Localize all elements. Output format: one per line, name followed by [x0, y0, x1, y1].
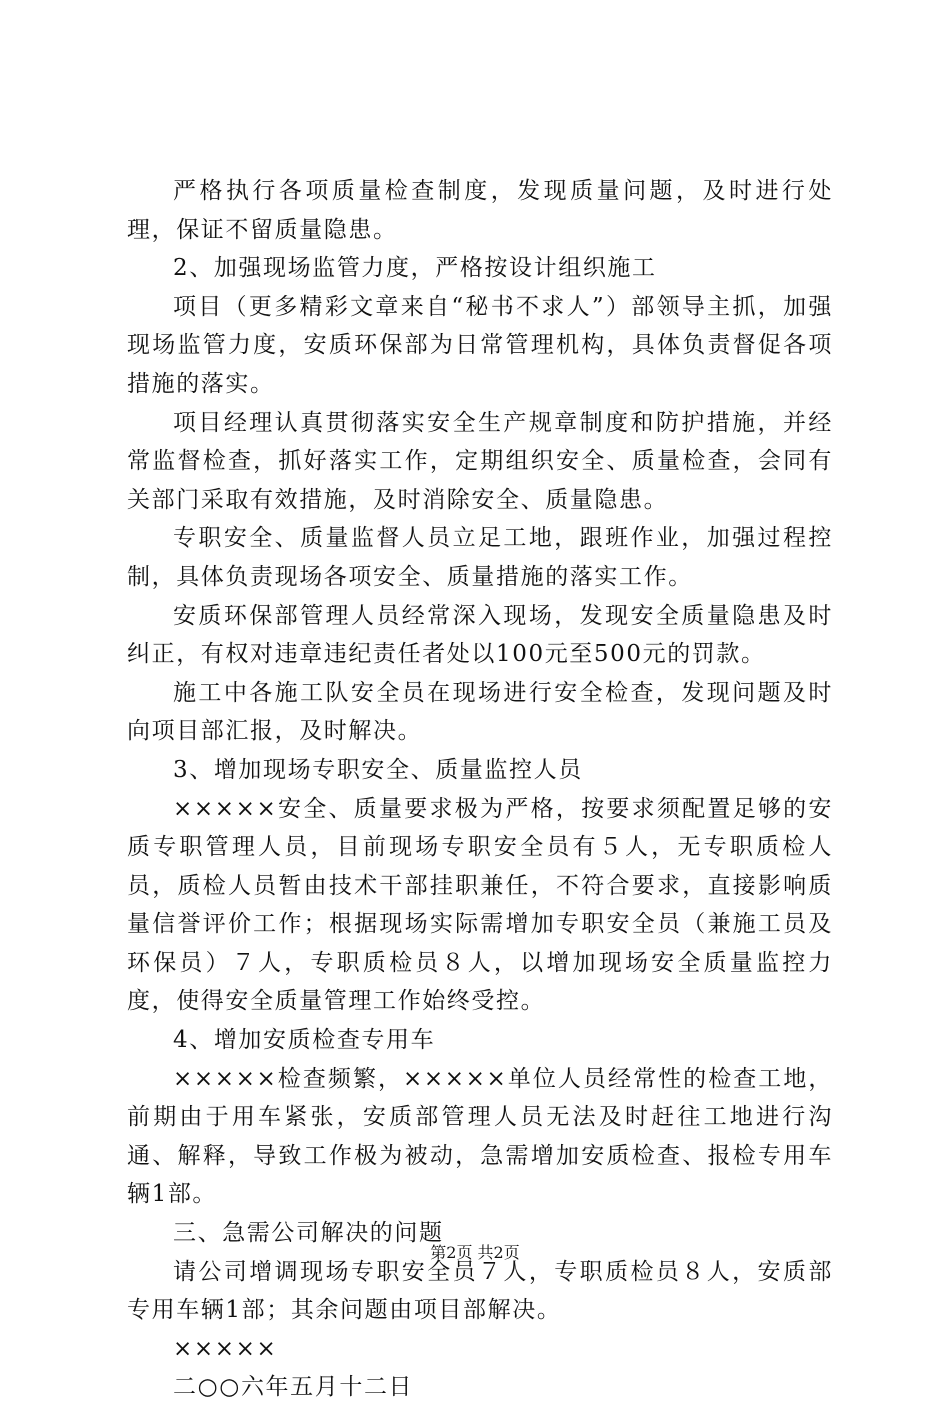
section-heading: 3、增加现场专职安全、质量监控人员: [173, 756, 583, 783]
section-heading: 2、加强现场监管力度，严格按设计组织施工: [173, 255, 657, 282]
paragraph: 安质环保部管理人员经常深入现场，发现安全质量隐患及时纠正，有权对违章违纪责任者处以100元至500元的罚款。: [127, 602, 833, 668]
page-footer: 第2页 共2页: [430, 1243, 520, 1262]
paragraph: 严格执行各项质量检查制度，发现质量问题，及时进行处理，保证不留质量隐患。: [127, 178, 833, 243]
date-line: 二○○六年五月十二日: [173, 1374, 414, 1401]
paragraph: ×××××安全、质量要求极为严格，按要求须配置足够的安质专职管理人员，目前现场专职安全员有５人，无专职质检人员，质检人员暂由技术干部挂职兼任，不符合要求，直接影响质量信誉评价工作；根据现场实际需增加专职安全员（兼施工员及环保员）７人，专职质检员８人，以增加现场安全质量监控力度，使得安全质量管理工作始终受控。: [127, 795, 833, 1015]
paragraph: 项目（更多精彩文章来自“秘书不求人”）部领导主抓，加强现场监管力度，安质环保部为日常管理机构，具体负责督促各项措施的落实。: [127, 293, 833, 397]
paragraph: 请公司增调现场专职安全员７人，专职质检员８人，安质部专用车辆1部；其余问题由项目部解决。: [127, 1258, 833, 1324]
paragraph: 项目经理认真贯彻落实安全生产规章制度和防护措施，并经常监督检查，抓好落实工作，定期组织安全、质量检查，会同有关部门采取有效措施，及时消除安全、质量隐患。: [127, 409, 833, 513]
paragraph: ×××××检查频繁，×××××单位人员经常性的检查工地，前期由于用车紧张，安质部管理人员无法及时赶往工地进行沟通、解释，导致工作极为被动，急需增加安质检查、报检专用车辆1部。: [127, 1065, 833, 1208]
paragraph: 专职安全、质量监督人员立足工地，跟班作业，加强过程控制，具体负责现场各项安全、质量措施的落实工作。: [127, 525, 833, 590]
document-body: [127, 172, 833, 1407]
section-heading: 4、增加安质检查专用车: [173, 1027, 436, 1054]
paragraph: 施工中各施工队安全员在现场进行安全检查，发现问题及时向项目部汇报，及时解决。: [127, 679, 833, 745]
section-heading: 三、急需公司解决的问题: [173, 1220, 444, 1247]
signature: ×××××: [173, 1335, 278, 1362]
